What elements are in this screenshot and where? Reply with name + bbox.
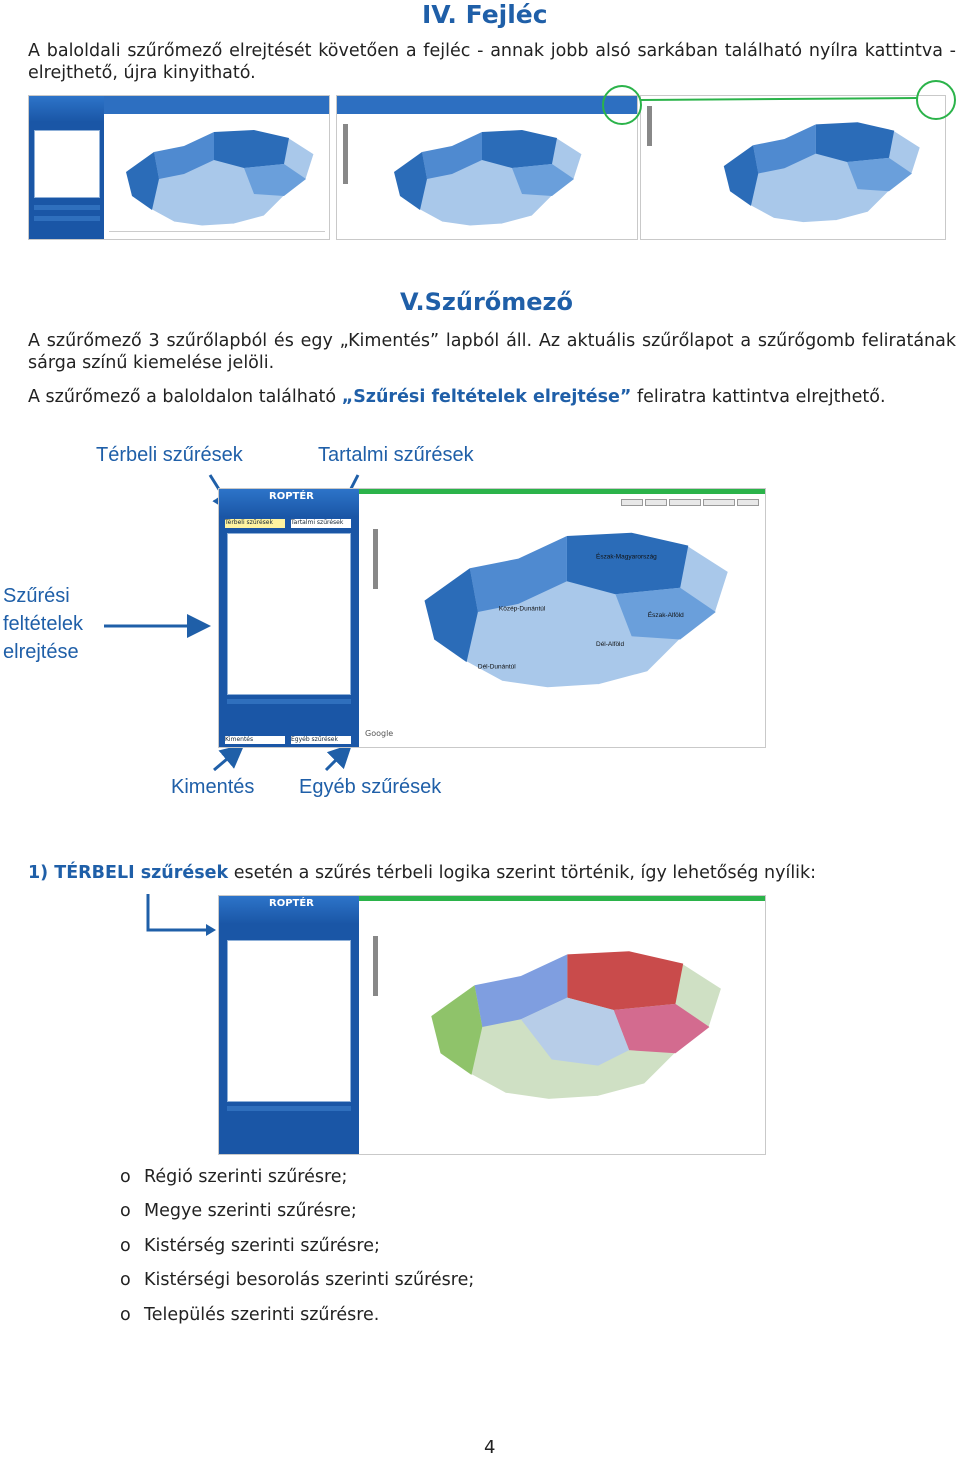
callout-other: Egyéb szűrések [299,776,442,798]
filter-sidebar [219,489,359,747]
bullet-text-4: Település szerinti szűrésre. [144,1305,380,1325]
callout-hide-line-3: elrejtése [3,641,79,663]
screenshot-filter-panel [218,488,766,748]
hungary-subregion-map [405,942,745,1112]
map-label-4: Dél-Dunántúl [477,663,516,671]
callout-spatial: Térbeli szűrések [96,444,243,466]
spatial-sidebar [219,896,359,1154]
map-label-2: Közép-Dunántúl [498,605,546,613]
bullet-text-0: Régió szerinti szűrésre; [144,1167,348,1187]
filter-panel-body [227,533,350,695]
spatial-bold-1: TÉRBELI [54,863,135,883]
section-5-paragraph-2 [28,386,956,408]
section-4-paragraph: A baloldali szűrőmező elrejtését követően a fejléc - annak jobb alsó sarkában található nyílra kattintva - elrejthető, újra kinyitható. [28,41,956,83]
zoom-slider[interactable] [373,529,378,589]
map-label-3: Dél-Alföld [596,640,625,648]
para2-suffix: feliratra kattintva elrejthető. [631,387,886,407]
app-logo-2: ROPTÉR [269,898,314,909]
bullet-text-2: Kistérség szerinti szűrésre; [144,1236,380,1256]
hungary-map-1 [114,124,324,234]
bullet-item: o Település szerinti szűrésre. [120,1305,380,1325]
bullet-item: o Kistérség szerinti szűrésre; [120,1236,380,1256]
callout-hide-line-2: feltételek [3,613,84,635]
section-5-paragraph-1: A szűrőmező 3 szűrőlapból és egy „Kimentés” lapból áll. Az aktuális szűrőlapot a szűrőgomb feliratának sárga színű kiemelése jelöli. [28,331,956,373]
hungary-region-map [395,523,755,701]
spatial-rest: esetén a szűrés térbeli logika szerint történik, így lehetőség nyílik: [228,863,817,883]
section-5-heading: V.Szűrőmező [400,288,574,316]
map-label-1: Észak-Alföld [647,611,684,619]
page-number: 4 [484,1437,496,1458]
bullet-item: o Megye szerinti szűrésre; [120,1201,357,1221]
header-arrow-highlight [0,80,960,130]
btn-export[interactable]: Kimentés [225,736,285,744]
zoom-slider-2[interactable] [373,936,378,996]
callout-content: Tartalmi szűrések [318,444,474,466]
app-logo: ROPTÉR [269,491,314,502]
tab-spatial[interactable]: Térbeli szűrések [225,519,285,528]
section-4-heading: IV. Fejléc [422,0,548,29]
para2-bold: „Szűrési feltételek elrejtése” [341,387,632,407]
google-logo: Google [365,729,394,738]
spatial-intro [28,862,956,884]
spatial-panel-body [227,940,350,1102]
para2-prefix: A szűrőmező a baloldalon található [28,387,342,407]
hungary-map-2 [377,124,597,234]
spatial-num: 1) [28,863,55,883]
bullet-text-3: Kistérségi besorolás szerinti szűrésre; [144,1270,475,1290]
spatial-bold-2: szűrések [134,863,229,883]
bullet-item: o Kistérségi besorolás szerinti szűrésre; [120,1270,475,1290]
screenshot-spatial-filter [218,895,766,1155]
bullet-text-1: Megye szerinti szűrésre; [144,1201,357,1221]
tab-content[interactable]: Tartalmi szűrések [291,519,351,528]
callout-hide-line-1: Szűrési [3,585,70,607]
spatial-arrow [140,890,220,940]
btn-other[interactable]: Egyéb szűrések [291,736,351,744]
hungary-map-3 [711,116,931,231]
bullet-item: o Régió szerinti szűrésre; [120,1167,348,1187]
callout-export: Kimentés [171,776,255,798]
map-label-0: Észak-Magyarország [596,553,657,561]
